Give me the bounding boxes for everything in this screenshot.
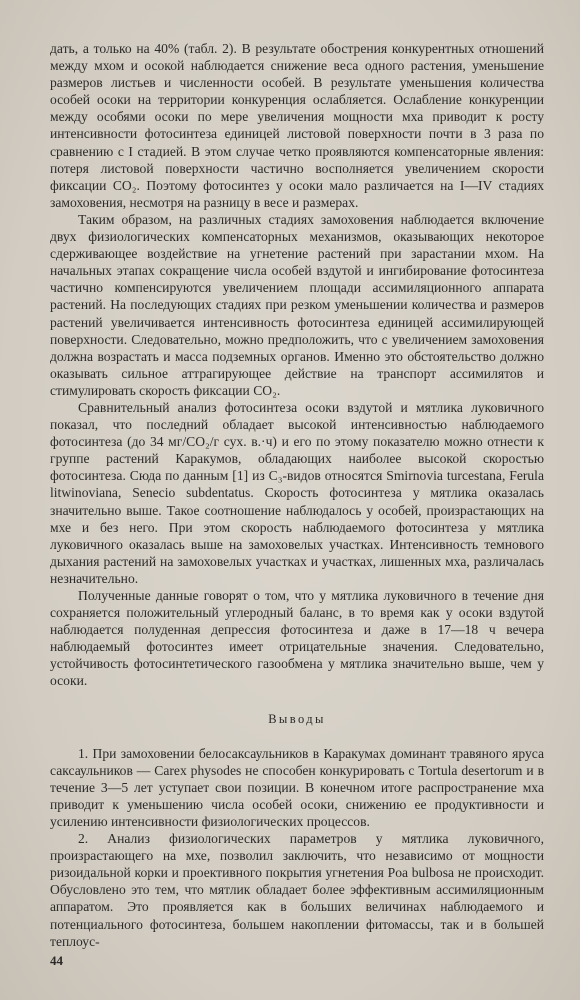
section-heading-conclusions: Выводы <box>268 711 326 726</box>
conclusion-2: 2. Анализ физиологических параметров у мятлика луковичного, произрастающего на мхе, позволил заключить, что независимо от мощности ризоидальной корки и проективного покрытия угнетения Poa bulbosa не происходит. Обусловлено это тем, что мятлик обладает более эффективным ассимиляционным аппаратом. Это проявляется как в больших величинах наблюдаемого и потенциального фотосинтеза, большем накоплении фитомассы, так и в большей теплоус- <box>50 831 544 949</box>
paragraph-1: дать, а только на 40% (табл. 2). В результате обострения конкурентных отношений между мхом и осокой наблюдается снижение веса одного растения, уменьшение размеров листьев и численности особей. В результате уменьшения количества особей осоки на территории конкуренция ослабляется. Ослабление конкуренции между особями осоки по мере увеличения мощности мха приводит к росту интенсивности фотосинтеза единицей листовой поверхности почти в 3 раза по сравнению с I стадией. В этом случае четко проявляются компенсаторные явления: потеря листовой поверхности частично восполняется увеличением скорости фиксации CO₂. Поэтому фотосинтез у осоки мало различается на I—IV стадиях замоховения, несмотря на разницу в весе и размерах. <box>50 41 544 210</box>
page-number: 44 <box>50 953 63 968</box>
paragraph-3: Сравнительный анализ фотосинтеза осоки вздутой и мятлика луковичного показал, что последний обладает высокой интенсивностью наблюдаемого фотосинтеза (до 34 мг/CO₂/г сух. в.·ч) и его по этому показателю можно отнести к группе растений Каракумов, обладающих наиболее высокой скоростью фотосинтеза. Сюда по данным [1] из C₃-видов относятся Smirnovia turcestana, Ferula litwinoviana, Senecio subdentatus. Скорость фотосинтеза у мятлика оказалась значительно выше. Такое соотношение наблюдалось у особей, произрастающих на мхе и без него. При этом скорость наблюдаемого фотосинтеза у мятлика луковичного оказалась выше на замоховелых участках. Интенсивность темнового дыхания растений на замоховелых участках и участках, лишенных мха, различалась незначительно. <box>50 399 544 586</box>
paragraph-4: Полученные данные говорят о том, что у мятлика луковичного в течение дня сохраняется положительный углеродный баланс, в то время как у осоки вздутой наблюдается полуденная депрессия фотосинтеза и даже в 17—18 ч вечера наблюдаемый фотосинтез имеет отрицательные значения. Следовательно, устойчивость фотосинтетического газообмена у мятлика значительно выше, чем у осоки. <box>50 588 544 689</box>
paragraph-2: Таким образом, на различных стадиях замоховения наблюдается включение двух физиологических компенсаторных механизмов, оказывающих некоторое сдерживающее воздействие на угнетение растений при зарастании мхом. На начальных этапах сокращение числа особей вздутой и ингибирование фотосинтеза частично компенсируются увеличением площади ассимиляционного аппарата растений. На последующих стадиях при резком уменьшении количества и размеров растений увеличивается интенсивность фотосинтеза единицей ассимилирующей поверхности. Следовательно, можно предположить, что с увеличением замоховения должна возрастать и масса подземных органов. Именно это обстоятельство должно оказывать сильное аттрагирующее действие на транспорт ассимилятов и стимулировать скорость фиксации CO₂. <box>50 211 544 398</box>
conclusion-1: 1. При замоховении белосаксаульников в Каракумах доминант травяного яруса саксаульников — Carex physodes не способен конкурировать с Tortula desertorum и в течение 3—5 лет уступает свои позиции. В конечном итоге распространение мха приводит к уменьшению числа особей осоки, снижению ее продуктивности и усилению интенсивности физиологических процессов. <box>50 745 544 829</box>
